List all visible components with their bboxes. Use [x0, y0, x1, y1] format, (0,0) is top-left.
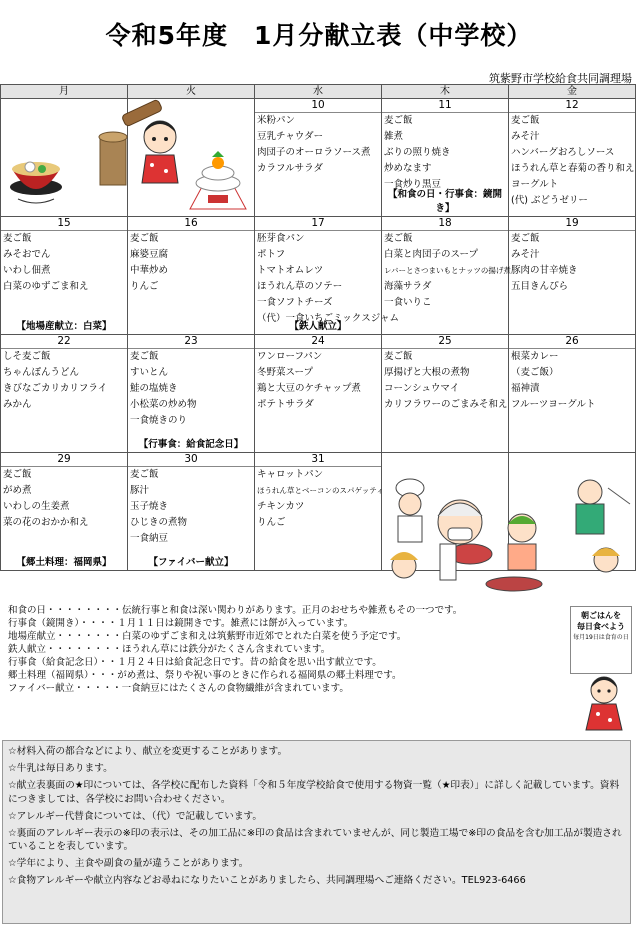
menu-item: ポテトサラダ: [257, 399, 314, 410]
menu-item: ハンバーグおろしソース: [511, 147, 615, 158]
day-cell: [128, 217, 255, 335]
menu-item: 小松菜の炒め物: [130, 399, 197, 410]
menu-item: 麦ご飯: [384, 115, 413, 126]
kagami-mochi-icon: [190, 151, 246, 209]
day-cell: [1, 335, 128, 453]
menu-item: ちゃんぽんうどん: [3, 367, 80, 378]
menu-item: 豚肉の甘辛焼き: [511, 265, 578, 276]
weekday-header-row: [1, 85, 636, 99]
menu-item: 麦ご飯: [384, 351, 413, 362]
menu-item: 麦ご飯: [130, 351, 159, 362]
fisherman-icon: [576, 480, 630, 534]
day-number: 11: [382, 99, 508, 113]
chef-icon: [396, 479, 424, 542]
day-number: 29: [1, 453, 127, 467]
organization-name: 筑紫野市学校給食共同調理場: [489, 72, 632, 85]
badge-line1: 朝ごはんを: [581, 611, 621, 620]
badge-line3: 毎月19日は食育の日: [573, 634, 629, 641]
menu-items: [382, 113, 508, 193]
menu-item: ひじきの煮物: [130, 517, 188, 528]
day-cell: [382, 99, 509, 217]
menu-item: 菜の花のおかか和え: [3, 517, 89, 528]
menu-item: 豚汁: [130, 485, 150, 496]
menu-item: 一食焼きのり: [130, 415, 188, 426]
menu-item: りんご: [130, 281, 159, 292]
day-cell: [255, 453, 382, 571]
day-number: 18: [382, 217, 508, 231]
menu-item: チキンカツ: [257, 501, 305, 512]
praying-girl-icon: [508, 514, 536, 570]
menu-items: [1, 231, 127, 295]
day-number: 23: [128, 335, 254, 349]
menu-item: 麦ご飯: [130, 233, 159, 244]
menu-items: [255, 349, 381, 413]
menu-item: 麦ご飯: [511, 233, 540, 244]
menu-item: ほうれん草のソテー: [257, 281, 343, 292]
note-line: 行事食（鏡開き）・・・・１月１１日は鏡開きです。雑煮には餅が入っています。: [8, 618, 354, 629]
menu-item: カラフルサラダ: [257, 163, 324, 174]
note-line: 地場産献立・・・・・・・白菜のゆずごま和えは筑紫野市近郊でとれた白菜を使う予定です。: [8, 631, 407, 642]
new-year-illustration: [2, 99, 254, 217]
menu-item: 厚揚げと大根の煮物: [384, 367, 470, 378]
week-row: [1, 335, 636, 453]
day-cell: [382, 335, 509, 453]
info-line: ☆裏面のアレルギー表示の※印の表示は、その加工品に※印の食品は含まれていませんが、同じ製造工場で※印の食品を含む加工品が製造されていることを表しています。: [8, 827, 622, 852]
badge-line2: 毎日食べよう: [577, 622, 625, 631]
menu-item: 五目きんぴら: [511, 281, 569, 292]
week-row: [1, 217, 636, 335]
day-cell: [255, 99, 382, 217]
weekday-fri: 金: [509, 85, 636, 99]
day-number: 10: [255, 99, 381, 113]
menu-item: みそ汁: [511, 131, 540, 142]
day-number: 30: [128, 453, 254, 467]
menu-item: りんご: [257, 517, 286, 528]
menu-item: 麦ご飯: [3, 233, 32, 244]
weekday-tue: 火: [128, 85, 255, 99]
menu-items: [382, 349, 508, 413]
menu-items: [382, 231, 511, 311]
menu-items: [128, 349, 254, 429]
menu-item: 福神漬: [511, 383, 540, 394]
note-line: 和食の日・・・・・・・・伝統行事と和食は深い関わりがあります。正月のおせちや雑煮もその一つです。: [8, 605, 463, 616]
menu-item: 一食納豆: [130, 533, 169, 544]
event-note: 【行事食：給食記念日】: [138, 439, 244, 450]
menu-item: 鮭の塩焼き: [130, 383, 178, 394]
page-title: 令和5年度 1月分献立表（中学校）: [105, 21, 533, 50]
menu-item: がめ煮: [3, 485, 32, 496]
menu-item: 海藻サラダ: [384, 281, 432, 292]
menu-item: ワンローフパン: [257, 351, 323, 362]
menu-item: 麦ご飯: [511, 115, 540, 126]
menu-item: 一食いりこ: [384, 297, 432, 308]
menu-item: 米粉パン: [257, 115, 296, 126]
menu-item: 根菜カレー: [511, 351, 559, 362]
day-cell: [128, 335, 255, 453]
menu-item: 雑煮: [384, 131, 404, 142]
day-cell: [382, 217, 509, 335]
note-line: ファイバー献立・・・・・一食納豆にはたくさんの食物繊維が含まれています。: [8, 683, 349, 694]
menu-item: 冬野菜スープ: [257, 367, 314, 378]
menu-item: 麦ご飯: [130, 469, 159, 480]
menu-notes: [8, 604, 568, 695]
menu-items: [1, 349, 127, 413]
menu-item: (代) ぶどうゼリー: [511, 195, 588, 206]
day-number: 22: [1, 335, 127, 349]
menu-item: しそ麦ご飯: [3, 351, 51, 362]
menu-items: [255, 113, 381, 177]
info-line: ☆アレルギー代替食については、（代）で記載しています。: [8, 810, 263, 822]
event-note: 【鉄人献立】: [289, 321, 347, 332]
menu-item: トマトオムレツ: [257, 265, 324, 276]
day-cell: [255, 335, 382, 453]
event-note: 【和食の日・行事食：鏡開き】: [387, 189, 502, 214]
weekday-mon: 月: [1, 85, 128, 99]
day-cell: [509, 335, 636, 453]
menu-item: 豆乳チャウダー: [257, 131, 324, 142]
menu-item: 白菜と肉団子のスープ: [384, 249, 479, 260]
menu-item: 中華炒め: [130, 265, 169, 276]
menu-item: 鶏と大豆のケチャップ煮: [257, 383, 361, 394]
menu-item: コーンシュウマイ: [384, 383, 460, 394]
menu-items: [1, 467, 127, 531]
menu-item: 玉子焼き: [130, 501, 169, 512]
menu-item: ポトフ: [257, 249, 286, 260]
event-note: 【郷土料理：福岡県】: [16, 557, 112, 568]
day-cell: [128, 453, 255, 571]
menu-item: ほうれん草とベーコンのスパゲッティ: [257, 486, 384, 495]
menu-item: 炒めなます: [384, 163, 432, 174]
menu-item: きびなごカリカリフライ: [3, 383, 108, 394]
info-line: ☆学年により、主食や副食の量が違うことがあります。: [8, 858, 249, 869]
menu-items: [128, 467, 254, 547]
menu-item: 麦ご飯: [3, 469, 32, 480]
note-line: 郷土料理（福岡県）・・・がめ煮は、祭りや祝い事のときに作られる福岡県の郷土料理です。: [8, 670, 402, 681]
information-box: [2, 740, 631, 924]
info-line: ☆献立表裏面の★印については、各学校に配布した資料「令和５年度学校給食で使用する物資一覧（★印表）」に詳しく記載しています。資料につきましては、各学校にお問い合わせください。: [8, 780, 620, 805]
menu-item: 肉団子のオーロラソース煮: [257, 147, 371, 158]
menu-items: [255, 467, 384, 531]
cook-with-mask-icon: [438, 500, 492, 580]
menu-item: ほうれん草と春菊の香り和え: [511, 163, 635, 174]
day-cell: [509, 217, 636, 335]
day-cell: [1, 453, 128, 571]
menu-item: 白菜のゆずごま和え: [3, 281, 89, 292]
girl-mascot-icon: [574, 672, 634, 738]
menu-item: ぶりの照り焼き: [384, 147, 451, 158]
menu-item: ヨーグルト: [511, 179, 559, 190]
menu-items: [509, 231, 635, 295]
menu-item: 胚芽食パン: [257, 233, 305, 244]
menu-items: [509, 113, 635, 209]
menu-item: いわし佃煮: [3, 265, 51, 276]
zouni-bowl-icon: [10, 162, 62, 203]
menu-item: 麦ご飯: [384, 233, 413, 244]
menu-item: みそ汁: [511, 249, 540, 260]
child-eating-icon: [390, 548, 620, 591]
info-line: ☆食物アレルギーや献立内容などお尋ねになりたいことがありましたら、共同調理場へご連絡ください。TEL923-6466: [8, 875, 526, 886]
event-note: 【地場産献立：白菜】: [16, 321, 112, 332]
day-cell: [509, 99, 636, 217]
day-number: 12: [509, 99, 635, 113]
day-number: 16: [128, 217, 254, 231]
menu-items: [128, 231, 254, 295]
menu-item: みかん: [3, 399, 32, 410]
info-line: ☆材料入荷の都合などにより、献立を変更することがあります。: [8, 746, 288, 757]
menu-item: 麻婆豆腐: [130, 249, 169, 260]
menu-item: いわしの生姜煮: [3, 501, 70, 512]
day-number: 24: [255, 335, 381, 349]
menu-item: （代）一食いちごミックスジャム: [257, 313, 400, 324]
menu-items: [509, 349, 635, 413]
cooking-staff-illustration: [384, 474, 634, 594]
menu-item: カリフラワーのごまみそ和え: [384, 399, 508, 410]
weekday-wed: 水: [255, 85, 382, 99]
menu-item: 一食炒り黒豆: [384, 179, 442, 190]
note-line: 行事食（給食記念日）・・１月２４日は給食記念日です。昔の給食を思い出す献立です。: [8, 657, 382, 668]
day-number: 19: [509, 217, 635, 231]
menu-item: 一食ソフトチーズ: [257, 297, 333, 308]
event-note: 【ファイバー献立】: [148, 557, 234, 568]
menu-item: フルーツヨーグルト: [511, 399, 596, 410]
menu-item: すいとん: [130, 367, 169, 378]
day-number: 25: [382, 335, 508, 349]
menu-item: （麦ご飯）: [511, 367, 559, 378]
menu-item: レバーとさつまいもとナッツの揚げ煮: [384, 266, 511, 275]
mochi-pounding-girl-icon: [99, 99, 178, 185]
menu-item: キャロットパン: [257, 469, 324, 480]
day-number: 17: [255, 217, 381, 231]
weekday-thu: 木: [382, 85, 509, 99]
day-number: 31: [255, 453, 381, 467]
day-number: 26: [509, 335, 635, 349]
info-line: ☆牛乳は毎日あります。: [8, 763, 113, 774]
note-line: 鉄人献立・・・・・・・・ほうれん草には鉄分がたくさん含まれています。: [8, 644, 331, 655]
breakfast-badge: [570, 606, 632, 674]
day-cell: [1, 217, 128, 335]
day-number: 15: [1, 217, 127, 231]
menu-item: みそおでん: [3, 249, 51, 260]
